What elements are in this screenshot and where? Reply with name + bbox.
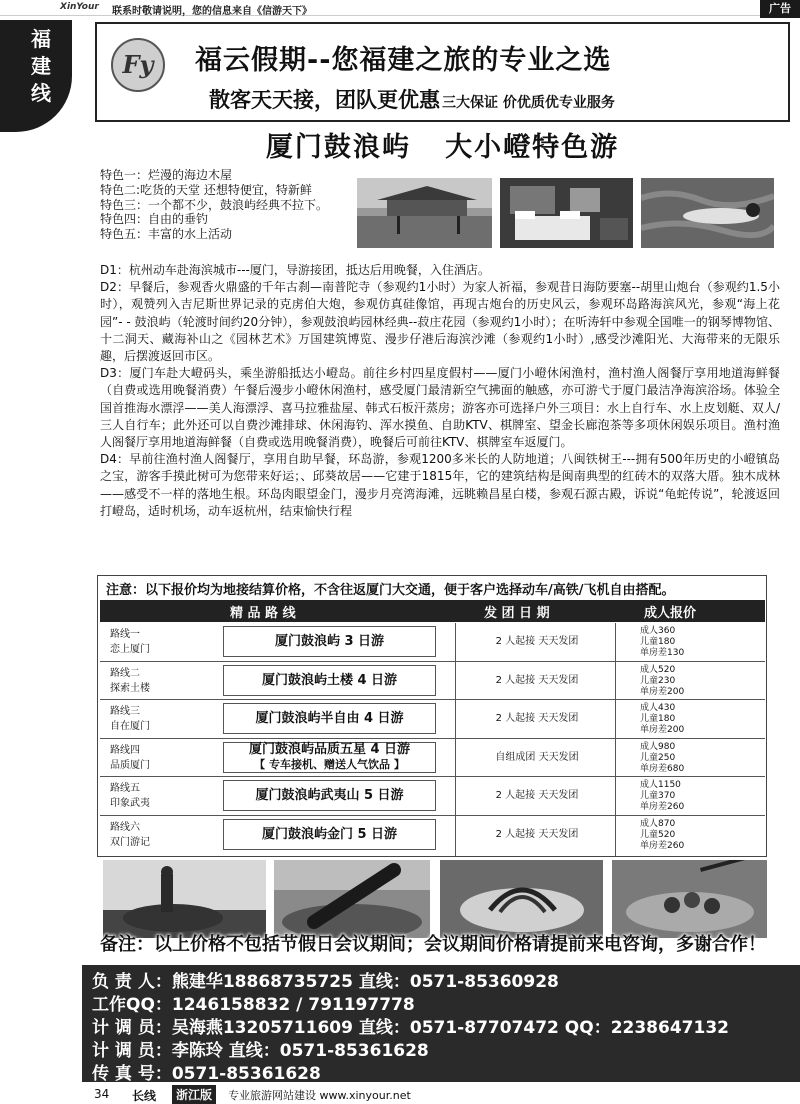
subtitle-guarantee: 三大保证 价优质优专业服务 bbox=[442, 95, 615, 111]
hotel-room-photo bbox=[500, 178, 633, 248]
table-row bbox=[100, 662, 765, 701]
route-name-box bbox=[223, 780, 436, 811]
price-adult: 成人360 bbox=[640, 626, 676, 636]
route-theme: 双门游记 bbox=[110, 836, 150, 848]
departure-cell: 自组成团 天天发团 bbox=[495, 751, 579, 763]
price-child: 儿童230 bbox=[640, 675, 676, 686]
route-number: 路线二 bbox=[110, 667, 140, 679]
page-footer bbox=[0, 1084, 800, 1104]
column-divider bbox=[455, 623, 456, 856]
header-route: 精 品 路 线 bbox=[230, 606, 296, 621]
publication-logo: XinYour bbox=[60, 2, 99, 12]
price-child: 儿童180 bbox=[640, 637, 676, 647]
contact-block bbox=[82, 965, 800, 1082]
subtitle-main: 散客天天接，团队更优惠 bbox=[209, 88, 440, 112]
price-cell bbox=[640, 742, 684, 775]
price-cell bbox=[640, 819, 684, 852]
top-bar bbox=[0, 0, 800, 16]
price-adult: 成人980 bbox=[640, 741, 676, 752]
ad-label: 广告 bbox=[760, 0, 800, 18]
price-adult: 成人520 bbox=[640, 664, 676, 675]
route-name-box bbox=[223, 819, 436, 850]
route-code bbox=[110, 781, 150, 811]
route-name-box bbox=[223, 626, 436, 657]
route-theme: 自在厦门 bbox=[110, 721, 150, 732]
price-child: 儿童370 bbox=[640, 791, 676, 801]
itinerary-day: D3：厦门车赴大嶝码头，乘坐游船抵达小嶝岛。前往乡村四星度假村——厦门小嶝休闲渔村，渔村渔人阁餐厅享用地道海鲜餐（自费或选用晚餐消费）午餐后漫步小嶝休闲渔村，感受厦门最清新空气拂面的触感，亦可游弋于厦门最洁净海滨浴场。体验全国首推海水漂浮——美人海漂浮、喜马拉雅盐屋、韩式石板汗蒸房；游客亦可选择户外三项目：水上自行车、水上皮划艇、双人/三人自行车；此外还可以自费沙滩排球、休闲海钓、浑水摸鱼、自助KTV、棋牌室、望金长廊泡茶等多项休闲娱乐项目。渔村渔人阁餐厅享用地道海鲜餐（自费或选用晚餐消费），晚餐后可前往KTV、棋牌室车返厦门。 bbox=[100, 366, 780, 450]
route-name-box bbox=[223, 742, 436, 773]
contact-line: 工作QQ：1246158832 / 791197778 bbox=[92, 995, 415, 1015]
route-name: 厦门鼓浪屿金门 5 日游 bbox=[261, 826, 398, 842]
price-child: 儿童250 bbox=[640, 752, 676, 763]
table-row bbox=[100, 700, 765, 739]
itinerary-day: D4：早前往渔村渔人阁餐厅，享用自助早餐，环岛游，参观1200多米长的人防地道；八闽铁树王---拥有500年历史的小嶝镇岛之宝，游客手摸此树可为您带来好运；、邱葵故居——它建于1815年，它的建筑结构是闽南典型的红砖木的双落大厝。独木成林——感受不一样的落地生根。环岛肉眼望金门，漫步月亮湾海滩，远眺赖昌星白楼，参观石源古殿，诉说“龟蛇传说”，轮渡返回打嶝岛，适时机场，动车返杭州，结束愉快行程 bbox=[100, 452, 780, 518]
route-number: 路线一 bbox=[110, 629, 140, 640]
price-table bbox=[97, 575, 767, 857]
tour-title: 厦门鼓浪屿 大小嶝特色游 bbox=[265, 132, 620, 163]
sea-snail-dish-photo bbox=[612, 860, 767, 938]
price-child: 儿童520 bbox=[640, 829, 676, 840]
departure-cell: 2 人起接 天天发团 bbox=[495, 713, 579, 724]
seafood-dish-photo bbox=[440, 860, 603, 938]
price-single: 单房差260 bbox=[640, 802, 685, 812]
contact-line: 计 调 员：吴海燕13205711609 直线：0571-87707472 QQ：2238647132 bbox=[92, 1018, 729, 1038]
itinerary bbox=[100, 262, 780, 520]
route-number: 路线三 bbox=[110, 706, 140, 717]
price-child: 儿童180 bbox=[640, 714, 676, 724]
departure-cell: 2 人起接 天天发团 bbox=[495, 828, 579, 840]
table-row bbox=[100, 623, 765, 662]
route-theme: 探索土楼 bbox=[110, 682, 150, 694]
price-cell bbox=[640, 626, 684, 659]
route-name: 厦门鼓浪屿半自由 4 日游 bbox=[255, 711, 404, 726]
route-theme: 品质厦门 bbox=[110, 759, 150, 771]
price-adult: 成人870 bbox=[640, 818, 676, 829]
price-cell bbox=[640, 780, 684, 813]
contact-line: 传 真 号：0571-85361628 bbox=[92, 1064, 321, 1084]
route-extra: 【 专车接机、赠送人气饮品 】 bbox=[254, 758, 405, 771]
feature-item: 特色二:吃货的天堂 还想特便宜，特新鲜 bbox=[100, 182, 312, 197]
route-name: 厦门鼓浪屿品质五星 4 日游 bbox=[248, 742, 411, 757]
header-departure: 发 团 日 期 bbox=[484, 606, 550, 621]
departure-cell: 2 人起接 天天发团 bbox=[495, 636, 579, 647]
route-code bbox=[110, 704, 150, 734]
agency-logo: Fy bbox=[111, 38, 165, 92]
route-theme: 恋上厦门 bbox=[110, 644, 150, 655]
route-name: 厦门鼓浪屿 3 日游 bbox=[274, 634, 385, 649]
route-name-box bbox=[223, 703, 436, 734]
price-adult: 成人430 bbox=[640, 703, 676, 713]
feature-item: 特色五：丰富的水上活动 bbox=[100, 227, 233, 242]
price-single: 单房差200 bbox=[640, 686, 685, 697]
route-code bbox=[110, 666, 150, 696]
feature-item: 特色一：烂漫的海边木屋 bbox=[100, 168, 233, 182]
beach-hut-photo bbox=[357, 178, 492, 248]
region-tab bbox=[0, 20, 72, 132]
itinerary-day: D1：杭州动车赴海滨城市---厦门，导游接团，抵达后用晚餐，入住酒店。 bbox=[100, 263, 490, 277]
contact-line: 负 责 人：熊建华18868735725 直线：0571-85360928 bbox=[92, 972, 559, 992]
route-name: 厦门鼓浪屿武夷山 5 日游 bbox=[255, 788, 404, 803]
price-single: 单房差680 bbox=[640, 763, 685, 774]
table-row bbox=[100, 739, 765, 778]
footer-slogan: 专业旅游网站建设 www.xinyour.net bbox=[228, 1089, 411, 1102]
feature-item: 特色四：自由的垂钓 bbox=[100, 212, 209, 227]
table-row bbox=[100, 777, 765, 816]
route-number: 路线四 bbox=[110, 744, 140, 756]
contact-notice: 联系时敬请说明，您的信息来自《信游天下》 bbox=[112, 6, 312, 17]
route-theme: 印象武夷 bbox=[110, 798, 150, 809]
table-row bbox=[100, 816, 765, 855]
region-char: 福 bbox=[31, 27, 51, 51]
page-number: 34 bbox=[94, 1087, 110, 1101]
region-char: 线 bbox=[31, 81, 51, 105]
remark: 备注：以上价格不包括节假日会议期间；会议期间价格请提前来电咨询，多谢合作！ bbox=[100, 934, 766, 955]
statue-photo bbox=[103, 860, 266, 938]
itinerary-day: D2：早餐后，参观香火鼎盛的千年古刹—南普陀寺（参观约1小时）为家人祈福，参观昔日海防要塞--胡里山炮台（参观约1.5小时），观赞列入吉尼斯世界记录的克虏伯大炮，参观仿真硅像馆，再现古炮台的历史风云，参观环岛路海滨风光，参观“海上花园”- - 鼓浪屿（轮渡时间约20分钟），参观鼓浪屿园林经典--菽庄花园（参观约1小时）；在听涛轩中参观全国唯一的钢琴博物馆、十二洞天、藏海补山之《园林艺术》万国建筑博览、漫步仔港后海滨沙滩（参观约1小时）,感受沙滩阳光、大海带来的无限乐趣，后摆渡返回市区。 bbox=[100, 280, 780, 364]
agency-subtitle bbox=[209, 84, 615, 114]
price-cell bbox=[640, 703, 684, 736]
column-divider bbox=[615, 623, 616, 856]
route-number: 路线五 bbox=[110, 783, 140, 794]
price-adult: 成人1150 bbox=[640, 780, 681, 790]
route-name-box bbox=[223, 665, 436, 696]
price-table-header bbox=[100, 600, 765, 622]
header-price: 成人报价 bbox=[644, 606, 697, 621]
price-note: 注意：以下报价均为地接结算价格，不含往返厦门大交通，便于客户选择动车/高铁/飞机自由搭配。 bbox=[106, 583, 675, 598]
feature-item: 特色三：一个都不少，鼓浪屿经典不拉下。 bbox=[100, 197, 329, 212]
route-code bbox=[110, 627, 150, 657]
route-code bbox=[110, 743, 150, 773]
footer-section: 长线 bbox=[132, 1089, 157, 1103]
departure-cell: 2 人起接 天天发团 bbox=[495, 790, 579, 801]
departure-cell: 2 人起接 天天发团 bbox=[495, 674, 579, 686]
price-rows bbox=[100, 623, 765, 854]
region-char: 建 bbox=[31, 54, 51, 78]
feature-list bbox=[100, 168, 328, 242]
sea-floating-photo bbox=[641, 178, 774, 248]
route-number: 路线六 bbox=[110, 821, 140, 833]
price-single: 单房差200 bbox=[640, 725, 685, 735]
price-single: 单房差130 bbox=[640, 648, 685, 658]
route-code bbox=[110, 820, 150, 850]
agency-title: 福云假期--您福建之旅的专业之选 bbox=[195, 45, 612, 76]
region-tab-label bbox=[30, 26, 52, 107]
footer-edition: 浙江版 bbox=[172, 1085, 216, 1104]
price-cell bbox=[640, 665, 684, 698]
route-name: 厦门鼓浪屿土楼 4 日游 bbox=[261, 672, 398, 688]
contact-line: 计 调 员：李陈玲 直线：0571-85361628 bbox=[92, 1041, 429, 1061]
price-single: 单房差260 bbox=[640, 840, 685, 851]
agency-header bbox=[95, 22, 790, 122]
cannon-photo bbox=[274, 860, 430, 938]
